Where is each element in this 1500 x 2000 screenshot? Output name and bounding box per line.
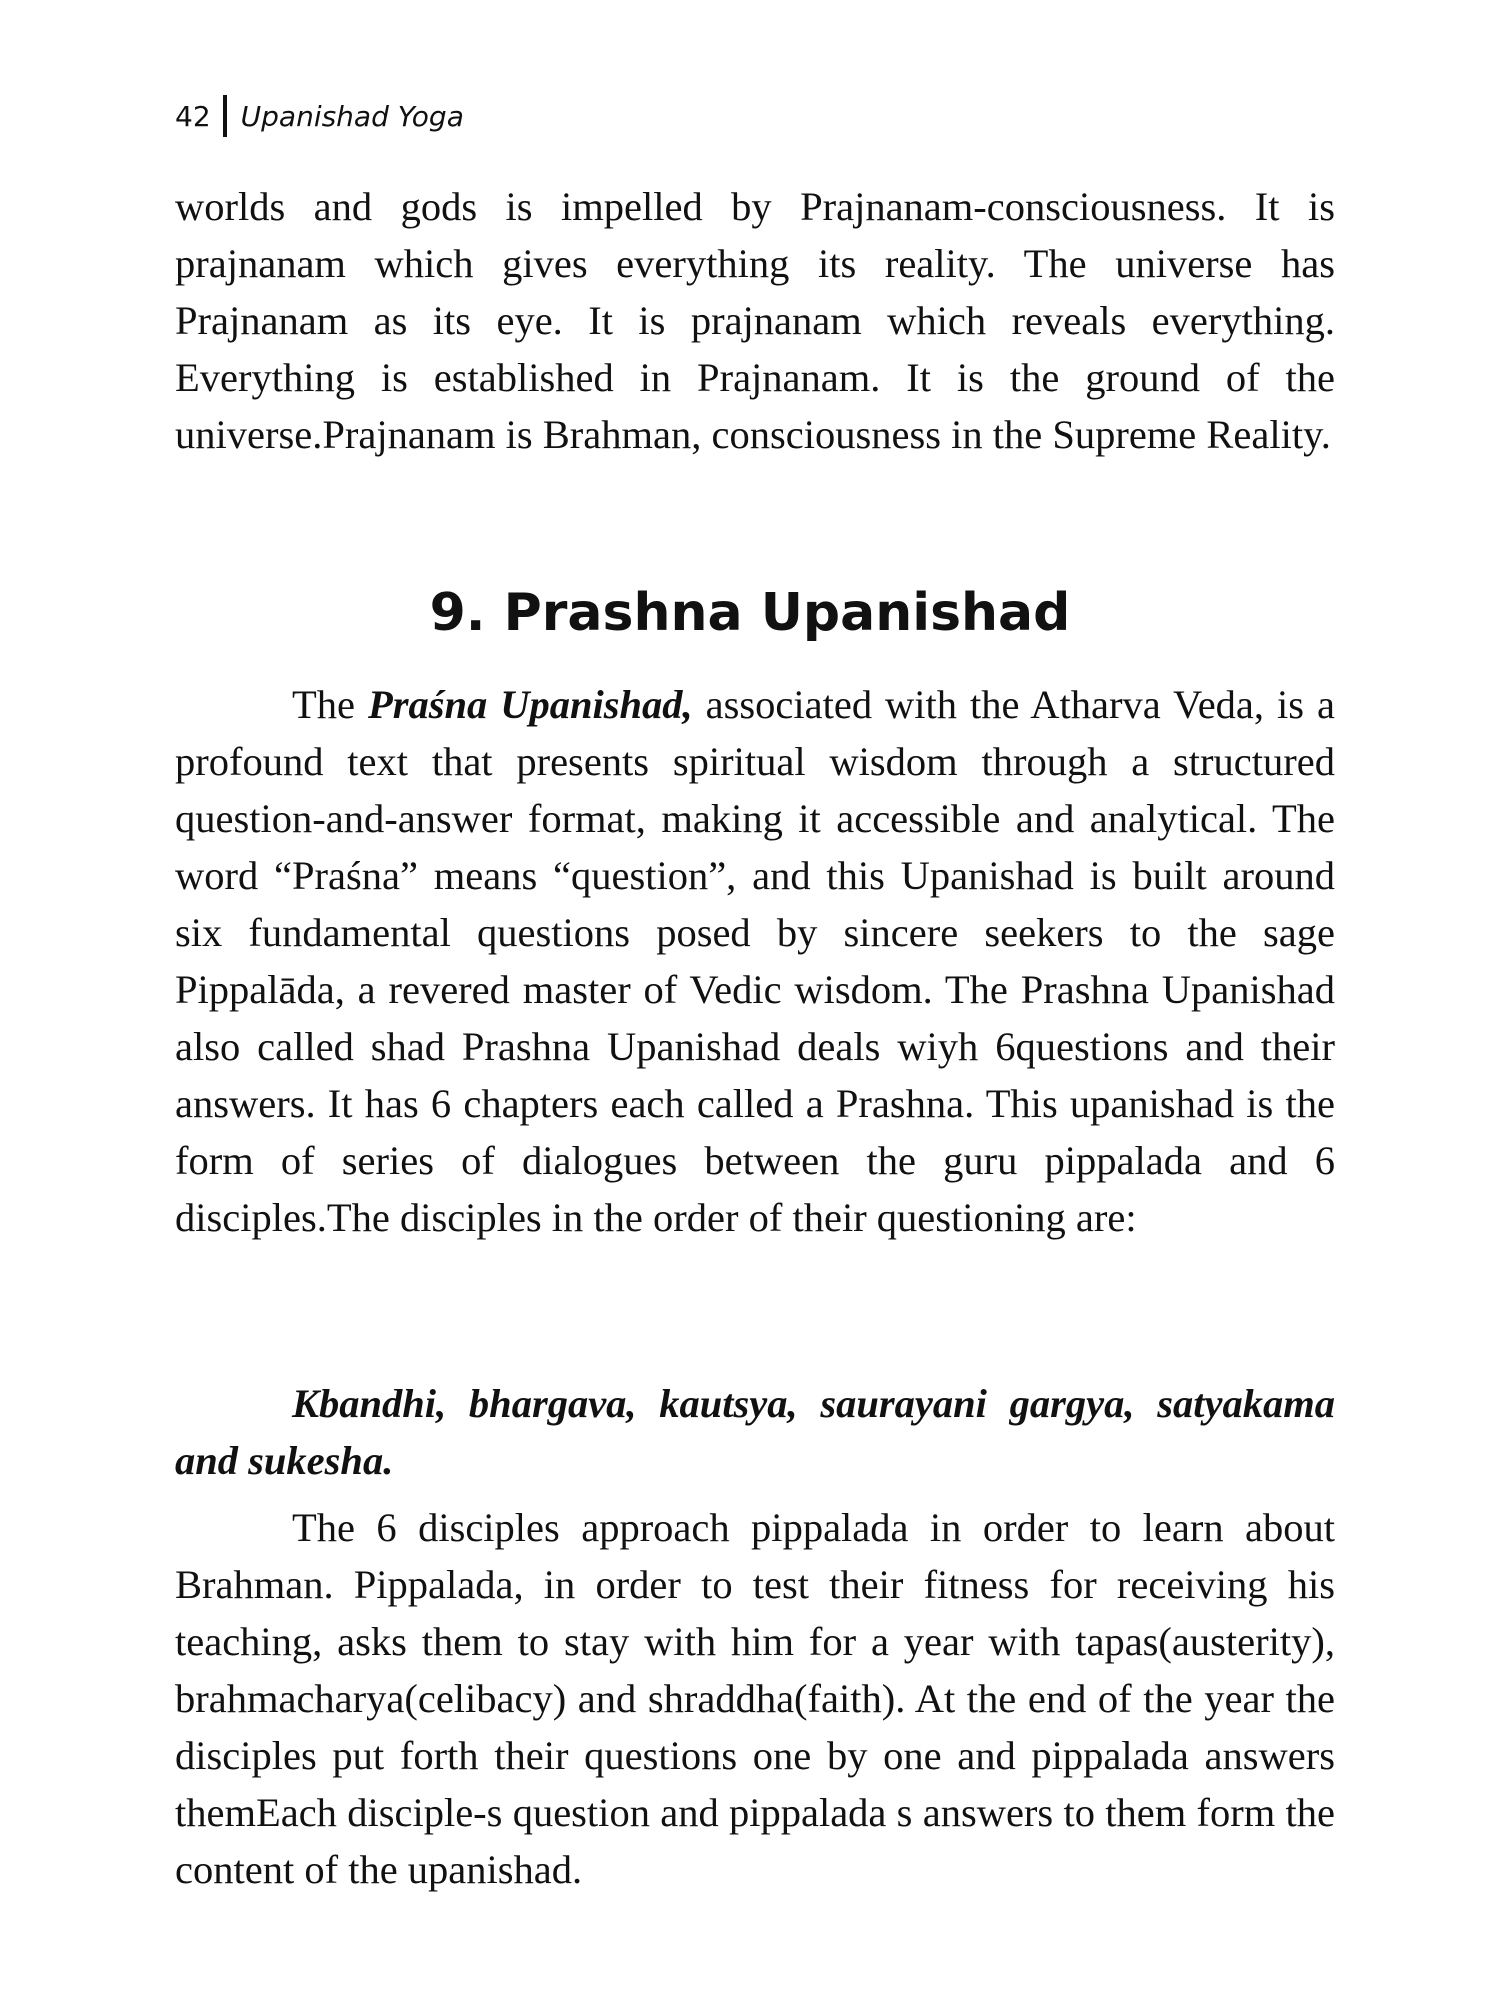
disciples-list: Kbandhi, bhargava, kautsya, saurayani gargya, satyakama and sukesha.: [175, 1381, 1335, 1483]
paragraph-emphasis: Praśna Upanishad,: [367, 682, 693, 727]
page-number: 42: [175, 99, 211, 133]
section-heading: 9. Prashna Upanishad: [429, 583, 1071, 643]
book-title: Upanishad Yoga: [240, 99, 464, 133]
running-head: [175, 96, 464, 136]
header-divider: [223, 95, 227, 137]
section-paragraph-1: [175, 676, 1335, 1246]
paragraph-body: associated with the Atharva Veda, is a profound text that presents spiritual wisdom through a structured question-and-answer format, making it accessible and analytical. The word “Praśna” means “question”, and this Upanishad is built around six fundamental questions posed by sincere seekers to the sage Pippalāda, a revered master of Vedic wisdom. The Prashna Upanishad also called shad Prashna Upanishad deals wiyh 6questions and their answers. It has 6 chapters each called a Prashna. This upanishad is the form of series of dialogues between the guru pippalada and 6 disciples.The disciples in the order of their questioning are:: [175, 682, 1335, 1240]
intro-paragraph: worlds and gods is impelled by Prajnanam-consciousness. It is prajnanam which gives everything its reality. The universe has Prajnanam as its eye. It is prajnanam which reveals everything. Everything is established in Prajnanam. It is the ground of the universe.Prajnanam is Brahman, consciousness in the Supreme Reality.: [175, 184, 1335, 457]
paragraph-lead: The: [292, 682, 355, 727]
section-paragraph-2: The 6 disciples approach pippalada in order to learn about Brahman. Pippalada, in order to test their fitness for receiving his teaching, asks them to stay with him for a year with tapas(austerity), brahmacharya(celibacy) and shraddha(faith). At the end of the year the disciples put forth their questions one by one and pippalada answers themEach disciple-s question and pippalada s answers to them form the content of the upanishad.: [175, 1505, 1335, 1892]
